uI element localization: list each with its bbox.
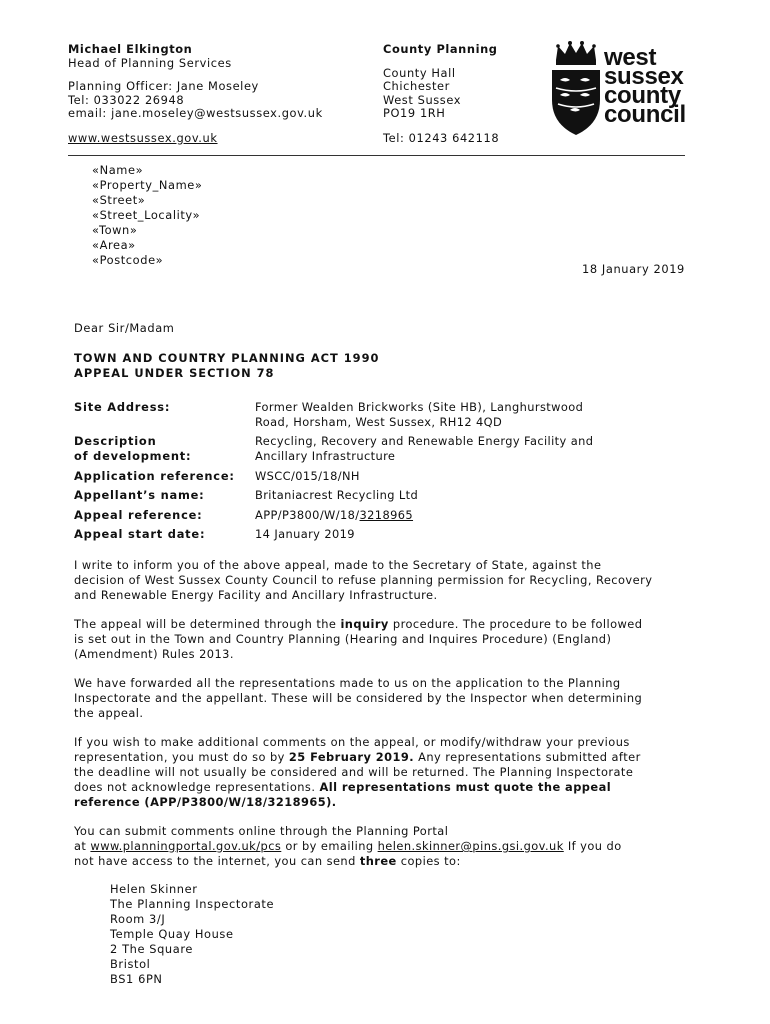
site-address-value — [255, 400, 583, 430]
p5-text-f: not have access to the internet, you can send — [74, 854, 360, 868]
site-address-label: Site Address: — [74, 400, 171, 414]
p4-text-c: Any representations submitted after — [414, 750, 641, 764]
description-label-2: of development: — [74, 449, 192, 463]
description-line-1: Recycling, Recovery and Renewable Energy Facility and — [255, 434, 594, 448]
appellant-label: Appellant’s name: — [74, 488, 205, 502]
department-name: County Planning — [383, 42, 498, 56]
start-date-label: Appeal start date: — [74, 527, 206, 541]
p3-line-2: Inspectorate and the appellant. These will be considered by the Inspector when determining — [74, 691, 643, 705]
header-divider — [68, 155, 685, 156]
recipient-street: «Street» — [92, 193, 146, 207]
department-block — [383, 43, 499, 145]
p1-line-1: I write to inform you of the above appeal, made to the Secretary of State, against the — [74, 558, 602, 572]
recipient-postcode: «Postcode» — [92, 253, 164, 267]
p2-text-c: procedure. The procedure to be followed — [388, 617, 643, 631]
p5-text-e: If you do — [563, 839, 622, 853]
p4-text-a: representation, you must do so by — [74, 750, 289, 764]
p4-line-3: the deadline will not usually be considered and will be returned. The Planning Inspectorate — [74, 765, 634, 779]
p4-line-1: If you wish to make additional comments on the appeal, or modify/withdraw your previous — [74, 735, 630, 749]
appeal-ref-label: Appeal reference: — [74, 508, 203, 522]
dept-address-4: PO19 1RH — [383, 106, 446, 120]
address-line-2: The Planning Inspectorate — [110, 897, 275, 911]
address-line-3: Room 3/J — [110, 912, 166, 926]
address-line-5: 2 The Square — [110, 942, 193, 956]
application-ref-value: WSCC/015/18/NH — [255, 469, 360, 483]
letter-date: 18 January 2019 — [582, 262, 685, 276]
p5-text-a: at — [74, 839, 91, 853]
planning-portal-link[interactable]: www.planningportal.gov.uk/pcs — [90, 839, 282, 853]
letter-heading — [74, 351, 379, 381]
p5-line-1: You can submit comments online through the Planning Portal — [74, 824, 449, 838]
p2-line-2: is set out in the Town and Country Planning (Hearing and Inquires Procedure) (England) — [74, 632, 612, 646]
inspector-email-link[interactable]: helen.skinner@pins.gsi.gov.uk — [377, 839, 564, 853]
dept-address-2: Chichester — [383, 79, 450, 93]
p5-line-2 — [74, 839, 694, 854]
crest-icon — [548, 40, 604, 136]
recipient-address — [92, 163, 202, 268]
logo-line-2: sussex — [604, 63, 684, 90]
p3-line-1: We have forwarded all the representations made to us on the application to the Planning — [74, 676, 621, 690]
p4-line-2 — [74, 750, 694, 765]
heading-line-1: TOWN AND COUNTRY PLANNING ACT 1990 — [74, 351, 380, 365]
recipient-locality: «Street_Locality» — [92, 208, 201, 222]
site-address-line-2: Road, Horsham, West Sussex, RH12 4QD — [255, 415, 503, 429]
p2-text-a: The appeal will be determined through the — [74, 617, 341, 631]
sender-tel: Tel: 033022 26948 — [68, 92, 185, 107]
inspectorate-address — [110, 882, 274, 987]
salutation: Dear Sir/Madam — [74, 321, 175, 335]
appeal-ref-link[interactable]: 3218965 — [359, 508, 414, 522]
site-address-line-1: Former Wealden Brickworks (Site HB), Langhurstwood — [255, 400, 584, 414]
website-link[interactable]: www.westsussex.gov.uk — [68, 130, 218, 145]
description-label-1: Description — [74, 434, 157, 448]
description-line-2: Ancillary Infrastructure — [255, 449, 396, 463]
application-ref-label: Application reference: — [74, 469, 235, 483]
dept-address-3: West Sussex — [383, 92, 462, 107]
description-label — [74, 434, 191, 464]
p1-line-3: and Renewable Energy Facility and Ancillary Infrastructure. — [74, 588, 438, 602]
p2-line-3: (Amendment) Rules 2013. — [74, 647, 234, 661]
p5-copies: three — [359, 854, 397, 868]
p5-text-h: copies to: — [396, 854, 461, 868]
paragraph-4 — [74, 735, 694, 810]
logo-wordmark — [604, 44, 686, 128]
logo-line-3: county — [604, 82, 681, 109]
planning-officer: Planning Officer: Jane Moseley — [68, 79, 259, 93]
start-date-value: 14 January 2019 — [255, 527, 355, 541]
sender-role: Head of Planning Services — [68, 55, 232, 70]
recipient-area: «Area» — [92, 238, 136, 252]
p5-text-c: or by emailing — [281, 839, 378, 853]
recipient-name: «Name» — [92, 163, 144, 177]
appellant-value: Britaniacrest Recycling Ltd — [255, 488, 419, 502]
paragraph-3 — [74, 676, 694, 721]
address-line-1: Helen Skinner — [110, 882, 198, 896]
p2-line-1 — [74, 617, 694, 632]
p4-deadline: 25 February 2019. — [288, 750, 415, 764]
dept-tel: Tel: 01243 642118 — [383, 130, 500, 145]
dept-address-1: County Hall — [383, 65, 456, 80]
p5-line-3 — [74, 854, 694, 869]
p4-line-4 — [74, 780, 694, 795]
council-logo — [548, 40, 708, 140]
heading-line-2: APPEAL UNDER SECTION 78 — [74, 366, 275, 380]
address-line-6: Bristol — [110, 957, 151, 971]
description-value — [255, 434, 593, 464]
paragraph-1 — [74, 558, 694, 603]
address-line-4: Temple Quay House — [110, 927, 234, 941]
appeal-ref-value — [255, 508, 413, 523]
paragraph-2 — [74, 617, 694, 662]
sender-block — [68, 43, 323, 145]
logo-line-4: council — [604, 101, 686, 128]
sender-name: Michael Elkington — [68, 42, 193, 56]
p3-line-3: the appeal. — [74, 706, 144, 720]
logo-line-1: west — [604, 44, 657, 71]
sender-email[interactable]: email: jane.moseley@westsussex.gov.uk — [68, 106, 323, 120]
p4-text-d: does not acknowledge representations. — [74, 780, 320, 794]
address-line-7: BS1 6PN — [110, 972, 163, 986]
p1-line-2: decision of West Sussex County Council to refuse planning permission for Recycling, Recovery — [74, 573, 653, 587]
p2-procedure: inquiry — [340, 617, 389, 631]
recipient-town: «Town» — [92, 223, 138, 237]
paragraph-5 — [74, 824, 694, 869]
p4-line-5: reference (APP/P3800/W/18/3218965). — [74, 795, 337, 809]
p4-quote-notice: All representations must quote the appeal — [319, 780, 612, 794]
appeal-ref-prefix: APP/P3800/W/18/ — [255, 508, 360, 522]
recipient-property: «Property_Name» — [92, 178, 203, 192]
